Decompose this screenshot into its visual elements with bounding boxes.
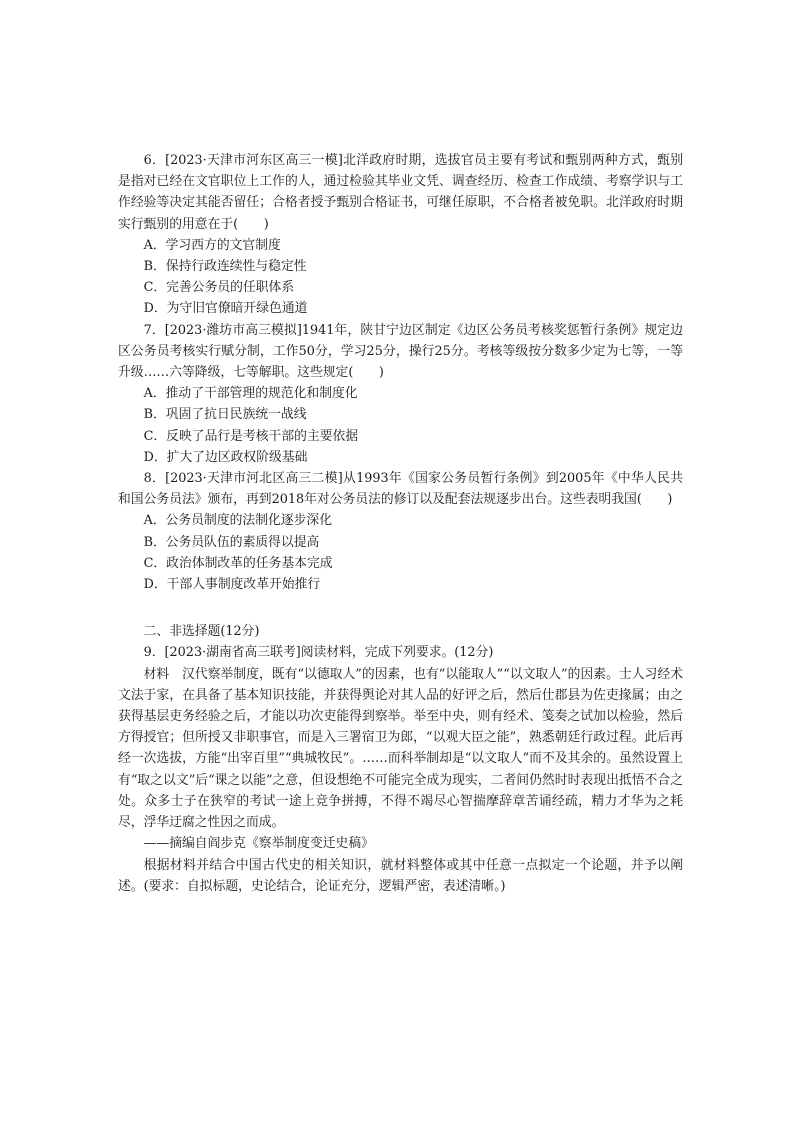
option-c: C．完善公务员的任职体系 <box>143 280 295 296</box>
question-9-stem: 9．[2023·湖南省高三联考]阅读材料，完成下列要求。(12分) <box>143 645 494 661</box>
option-c: C．政治体制改革的任务基本完成 <box>143 555 333 571</box>
option-a: A．推动了干部管理的规范化和制度化 <box>143 386 358 402</box>
section-heading: 二、非选择题(12分) <box>143 624 260 640</box>
option-c: C．反映了品行是考核干部的主要依据 <box>143 428 359 444</box>
section-gap <box>118 595 683 621</box>
material-text: 材料 汉代察举制度，既有“以德取人”的因素，也有“以能取人”“以文取人”的因素。士人习经术文法于家，在具备了基本知识技能，并获得舆论对其人品的好评之后，然后仕郡县为佐吏掾属；由之获得基层吏务经验之后，才能以功次吏能得到察举。举至中央，则有经术、笺奏之试加以检验，然后方得授官；但所授又非职事官，而是入三署宿卫为郎，“以观大臣之能”，熟悉朝廷行政过程。此后再经一次选拔，方能“出宰百里”“典城牧民”。……而科举制却是“以文取人”而不及其余的。虽然设置上有“取之以文”后“课之以能”之意，但设想绝不可能完全成为现实，二者间仍然时时表现出抵悟不合之处。众多士子在狭窄的考试一途上竞争拼搏，不得不竭尽心智揣摩辞章苦诵经疏，精力才华为之耗尽，浮华迂腐之性因之而成。 <box>118 666 683 831</box>
option-d: D．干部人事制度改革开始推行 <box>143 577 321 593</box>
option-b: B．公务员队伍的素质得以提高 <box>143 534 320 550</box>
task-instructions: 根据材料并结合中国古代史的相关知识，就材料整体或其中任意一点拟定一个论题，并予以阐述。(要求：自拟标题，史论结合，论证充分，逻辑严密，表述清晰。) <box>118 857 683 894</box>
exam-page <box>118 150 683 897</box>
question-8 <box>118 468 683 595</box>
option-d: D．为守旧官僚暗开绿色通道 <box>143 301 308 317</box>
option-b: B．巩固了抗日民族统一战线 <box>143 407 307 423</box>
question-7 <box>118 320 683 468</box>
section-non-choice <box>118 621 683 897</box>
question-stem: 8．[2023·天津市河北区高三二模]从1993年《国家公务员暂行条例》到2005年《中华人民共和国公务员法》颁布，再到2018年对公务员法的修订以及配套法规逐步出台。这些表明我国( ) <box>118 471 683 508</box>
question-stem: 6．[2023·天津市河东区高三一模]北洋政府时期，选拔官员主要有考试和甄别两种方式，甄别是指对已经在文官职位上工作的人，通过检验其毕业文凭、调查经历、检查工作成绩、考察学识与工作经验等决定其能否留任；合格者授予甄别合格证书，可继任原职，不合格者被免职。北洋政府时期实行甄别的用意在于( ) <box>118 153 683 232</box>
option-a: A．公务员制度的法制化逐步深化 <box>143 513 332 529</box>
option-d: D．扩大了边区政权阶级基础 <box>143 449 308 465</box>
question-stem: 7．[2023·潍坊市高三模拟]1941年，陕甘宁边区制定《边区公务员考核奖惩暂行条例》规定边区公务员考核实行赋分制，工作50分，学习25分，操行25分。考核等级按分数多少定为七等，一等升级……六等降级，七等解职。这些规定( ) <box>118 322 683 381</box>
option-b: B．保持行政连续性与稳定性 <box>143 259 307 275</box>
material-source: ——摘编自阎步克《察举制度变迁史稿》 <box>143 836 374 852</box>
question-6 <box>118 150 683 320</box>
option-a: A．学习西方的文官制度 <box>143 237 281 253</box>
